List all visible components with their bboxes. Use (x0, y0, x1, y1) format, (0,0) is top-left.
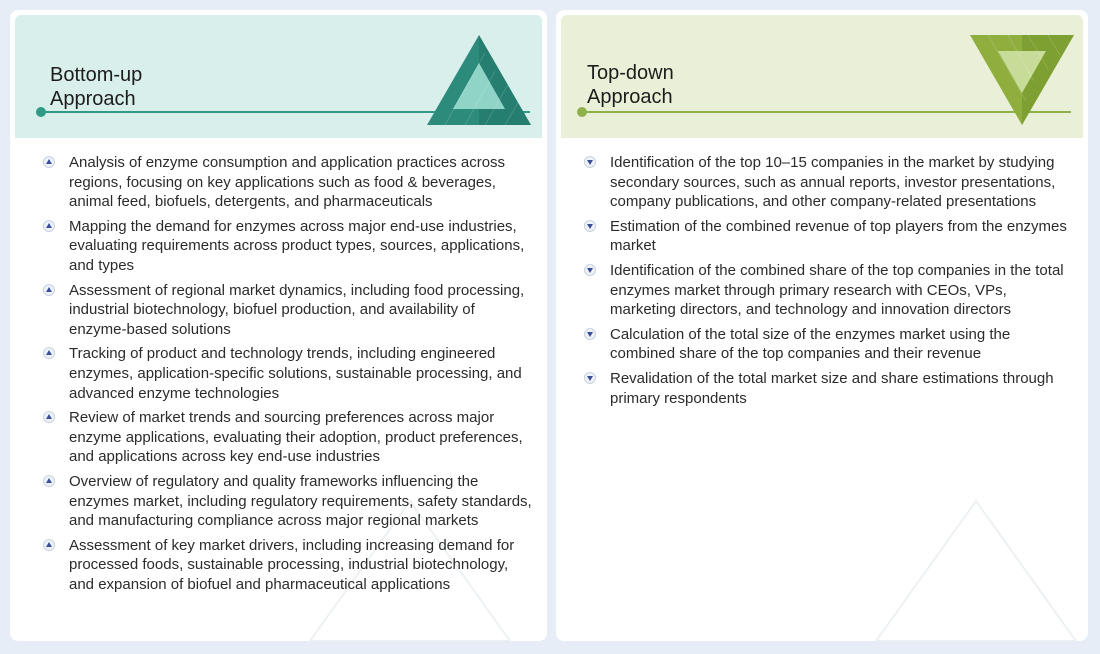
top-down-header (561, 15, 1083, 138)
list-item: Revalidation of the total market size and share estimations through primary respondents (584, 369, 1070, 408)
list-item: Analysis of enzyme consumption and application practices across regions, focusing on key applications such as food & beverages, animal feed, biofuels, detergents, and pharmaceuticals (43, 153, 533, 212)
watermark-triangle-icon (556, 481, 1088, 641)
divider-dot (577, 107, 587, 117)
bottom-up-panel (10, 10, 547, 641)
bottom-up-title: Bottom-up Approach (50, 64, 143, 110)
list-item: Identification of the combined share of the top companies in the total enzymes market through primary research with CEOs, VPs, marketing directors, and technology and innovation directors (584, 261, 1070, 320)
up-arrow-bullet-icon (43, 347, 55, 359)
down-arrow-bullet-icon (584, 156, 596, 168)
bottom-up-header (15, 15, 542, 138)
top-down-title: Top-down Approach (587, 62, 674, 108)
up-arrow-bullet-icon (43, 411, 55, 423)
up-arrow-bullet-icon (43, 539, 55, 551)
list-item: Overview of regulatory and quality frameworks influencing the enzymes market, including regulatory requirements, safety standards, and manufacturing compliance across major regional markets (43, 472, 533, 531)
divider-dot (36, 107, 46, 117)
down-arrow-bullet-icon (584, 328, 596, 340)
up-arrow-bullet-icon (43, 475, 55, 487)
list-item: Assessment of key market drivers, including increasing demand for processed foods, sustainable processing, industrial biotechnology, and expansion of biofuel and pharmaceutical applications (43, 536, 533, 595)
up-arrow-bullet-icon (43, 156, 55, 168)
list-item: Estimation of the combined revenue of top players from the enzymes market (584, 217, 1070, 256)
top-down-list (584, 153, 1070, 413)
list-item: Review of market trends and sourcing preferences across major enzyme applications, evaluating their adoption, product preferences, and applications across key end-use industries (43, 408, 533, 467)
down-arrow-bullet-icon (584, 220, 596, 232)
down-arrow-bullet-icon (584, 264, 596, 276)
list-item: Assessment of regional market dynamics, including food processing, industrial biotechnology, biofuel production, and availability of enzyme-based solutions (43, 281, 533, 340)
list-item: Calculation of the total size of the enzymes market using the combined share of the top companies and their revenue (584, 325, 1070, 364)
list-item: Tracking of product and technology trends, including engineered enzymes, application-specific solutions, sustainable processing, and advanced enzyme technologies (43, 344, 533, 403)
up-arrow-bullet-icon (43, 220, 55, 232)
upward-triangle-icon (425, 33, 533, 129)
bottom-up-list (43, 153, 533, 599)
down-arrow-bullet-icon (584, 372, 596, 384)
list-item: Mapping the demand for enzymes across major end-use industries, evaluating requirements across product types, sources, applications, and types (43, 217, 533, 276)
top-down-panel (556, 10, 1088, 641)
list-item: Identification of the top 10–15 companies in the market by studying secondary sources, such as annual reports, investor presentations, company publications, and other company-related presentations (584, 153, 1070, 212)
downward-triangle-icon (968, 31, 1076, 127)
up-arrow-bullet-icon (43, 284, 55, 296)
